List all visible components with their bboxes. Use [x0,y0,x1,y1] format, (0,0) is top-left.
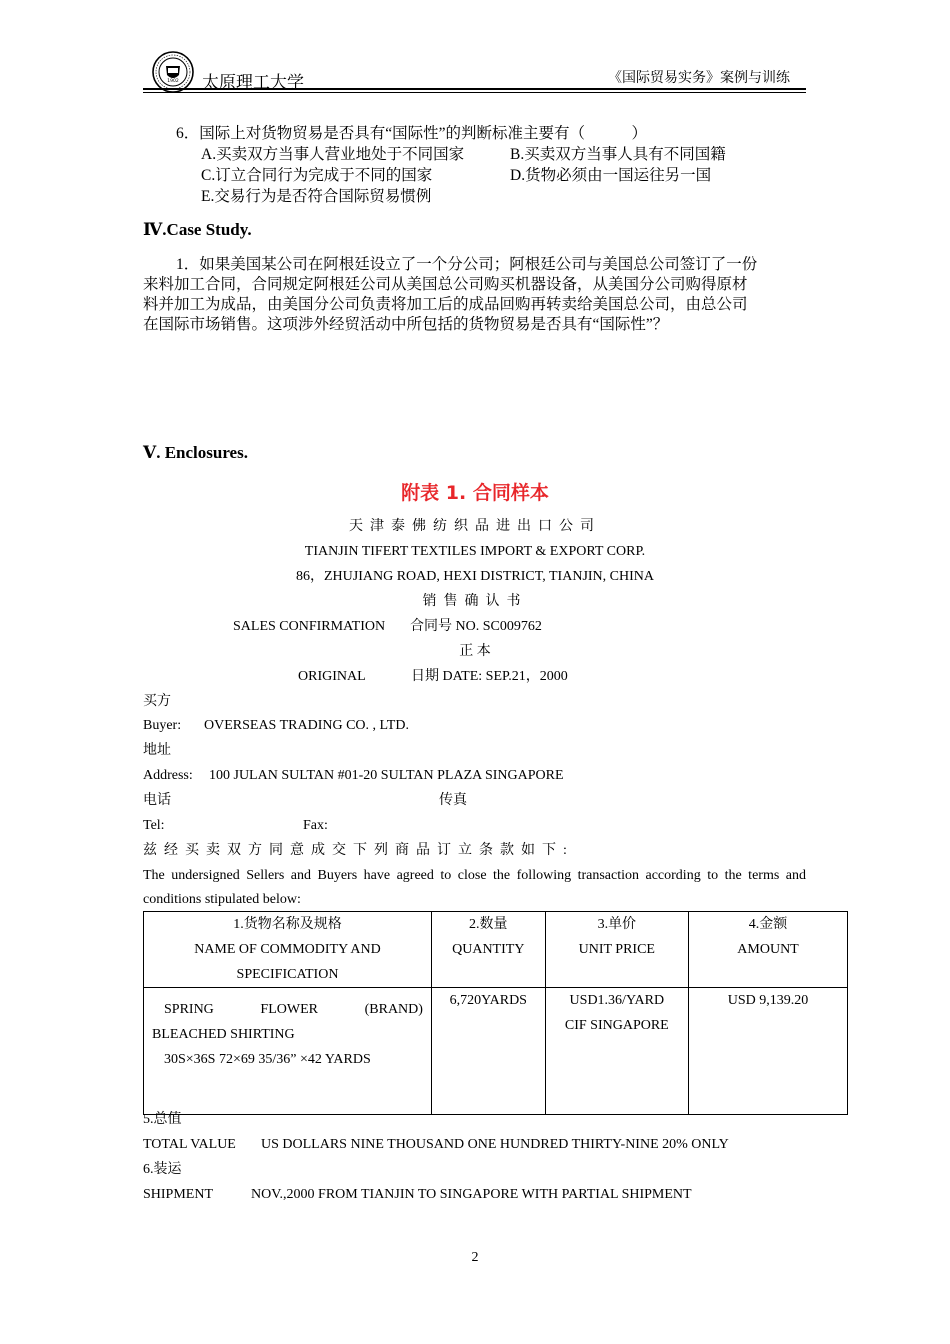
header-commodity [144,912,432,988]
shipment-cn: 6.装运 [143,1162,182,1177]
page-number: 2 [471,1250,479,1265]
commodity-word-3: (BRAND) [364,1002,423,1017]
header-quantity-cn: 2.数量 [469,917,508,932]
address-label: Address: [143,768,193,783]
total-value-text: US DOLLARS NINE THOUSAND ONE HUNDRED THIRTY-NINE 20% ONLY [261,1137,729,1152]
unit-price-value: USD1.36/YARD [569,993,665,1008]
tel-cn-label: 电话 [143,793,171,808]
header-unit-price-en: UNIT PRICE [578,942,655,957]
contract-date: 日期 DATE: SEP.21，2000 [411,669,568,684]
total-value-cn: 5.总值 [143,1112,182,1127]
case-study-heading: Ⅳ.Case Study. [143,220,252,239]
cell-quantity [431,988,545,1115]
tel-label: Tel: [143,818,165,833]
header-quantity [431,912,545,988]
option-c: C.订立合同行为完成于不同的国家 [201,167,433,184]
header-commodity-cn: 1.货物名称及规格 [233,917,342,932]
header-rule-thin [143,92,806,93]
commodity-line-3: 30S×36S 72×69 35/36” ×42 YARDS [164,1052,371,1067]
case-line-1: 1．如果美国某公司在阿根廷设立了一个分公司；阿根廷公司与美国总公司签订了一份 [176,256,758,273]
agreement-cn: 兹经买卖双方同意成交下列商品订立条款如下: [143,843,574,858]
unit-price-terms: CIF SINGAPORE [564,1018,669,1033]
header-quantity-en: QUANTITY [452,942,525,957]
company-name-cn: 天津泰佛纺织品进出口公司 [349,519,601,534]
agreement-en-line-2: conditions stipulated below: [143,892,301,907]
shipment-label: SHIPMENT [143,1187,214,1202]
total-value-label: TOTAL VALUE [143,1137,236,1152]
book-title: 《国际贸易实务》案例与训练 [608,71,790,86]
header-amount-cn: 4.金额 [748,917,788,932]
header-unit-price [545,912,688,988]
cell-amount [689,988,848,1115]
original-en: ORIGINAL [298,669,366,684]
company-name-en: TIANJIN TIFERT TEXTILES IMPORT & EXPORT CORP. [304,544,646,559]
case-line-4: 在国际市场销售。这项涉外经贸活动中所包括的货物贸易是否具有“国际性”？ [143,316,669,333]
address-cn-label: 地址 [143,743,171,758]
header-commodity-en1: NAME OF COMMODITY AND [194,942,381,957]
buyer-label: Buyer: [143,718,182,733]
address-value: 100 JULAN SULTAN #01-20 SULTAN PLAZA SINGAPORE [209,768,564,783]
question-6-stem: 6．国际上对货物贸易是否具有“国际性”的判断标准主要有（ ） [176,125,648,142]
buyer-value: OVERSEAS TRADING CO. , LTD. [204,718,409,733]
option-d: D.货物必须由一国运往另一国 [510,167,712,184]
header-amount [689,912,848,988]
company-address: 86，ZHUJIANG ROAD, HEXI DISTRICT, TIANJIN, CHINA [295,569,654,584]
commodity-word-1: SPRING [164,1002,214,1017]
header-amount-en: AMOUNT [737,942,799,957]
commodity-table [143,911,848,1115]
case-line-3: 料并加工为成品，由美国分公司负责将加工后的成品回购再转卖给美国总公司，由总公司 [143,296,748,313]
svg-text:1902: 1902 [167,79,179,84]
sales-confirmation-label: SALES CONFIRMATION [233,619,386,634]
university-seal-logo [152,51,194,93]
cell-unit-price [545,988,688,1115]
commodity-line-1 [144,997,431,1022]
document-type-cn: 销售确认书 [422,594,528,609]
table-row [144,988,848,1115]
shipment-value: NOV.,2000 FROM TIANJIN TO SINGAPORE WITH PARTIAL SHIPMENT [251,1187,692,1202]
quantity-value: 6,720YARDS [449,993,527,1008]
amount-value: USD 9,139.20 [727,993,809,1008]
fax-label: Fax: [303,818,328,833]
agreement-en-line-1: The undersigned Sellers and Buyers have agreed to close the following transaction according to the terms and [143,868,806,883]
contract-number: 合同号 NO. SC009762 [410,619,542,634]
cell-commodity [144,988,432,1115]
commodity-line-2: BLEACHED SHIRTING [152,1027,295,1042]
table-header-row [144,912,848,988]
case-line-2: 来料加工合同，合同规定阿根廷公司从美国总公司购买机器设备，从美国分公司购得原材 [143,276,748,293]
school-name: 太原理工大学 [202,73,304,93]
fax-cn-label: 传真 [439,793,467,808]
option-b: B.买卖双方当事人具有不同国籍 [510,146,726,163]
original-cn: 正 本 [459,644,491,659]
option-e: E.交易行为是否符合国际贸易惯例 [201,188,432,205]
appendix-title: 附表 1. 合同样本 [401,482,549,504]
header-commodity-en2: SPECIFICATION [236,967,339,982]
header-unit-price-cn: 3.单价 [597,917,637,932]
option-a: A.买卖双方当事人营业地处于不同国家 [201,146,465,163]
header-rule-thick [143,88,806,90]
enclosures-heading: Ⅴ. Enclosures. [143,443,248,462]
commodity-word-2: FLOWER [260,1002,318,1017]
buyer-cn-label: 买方 [143,694,171,709]
